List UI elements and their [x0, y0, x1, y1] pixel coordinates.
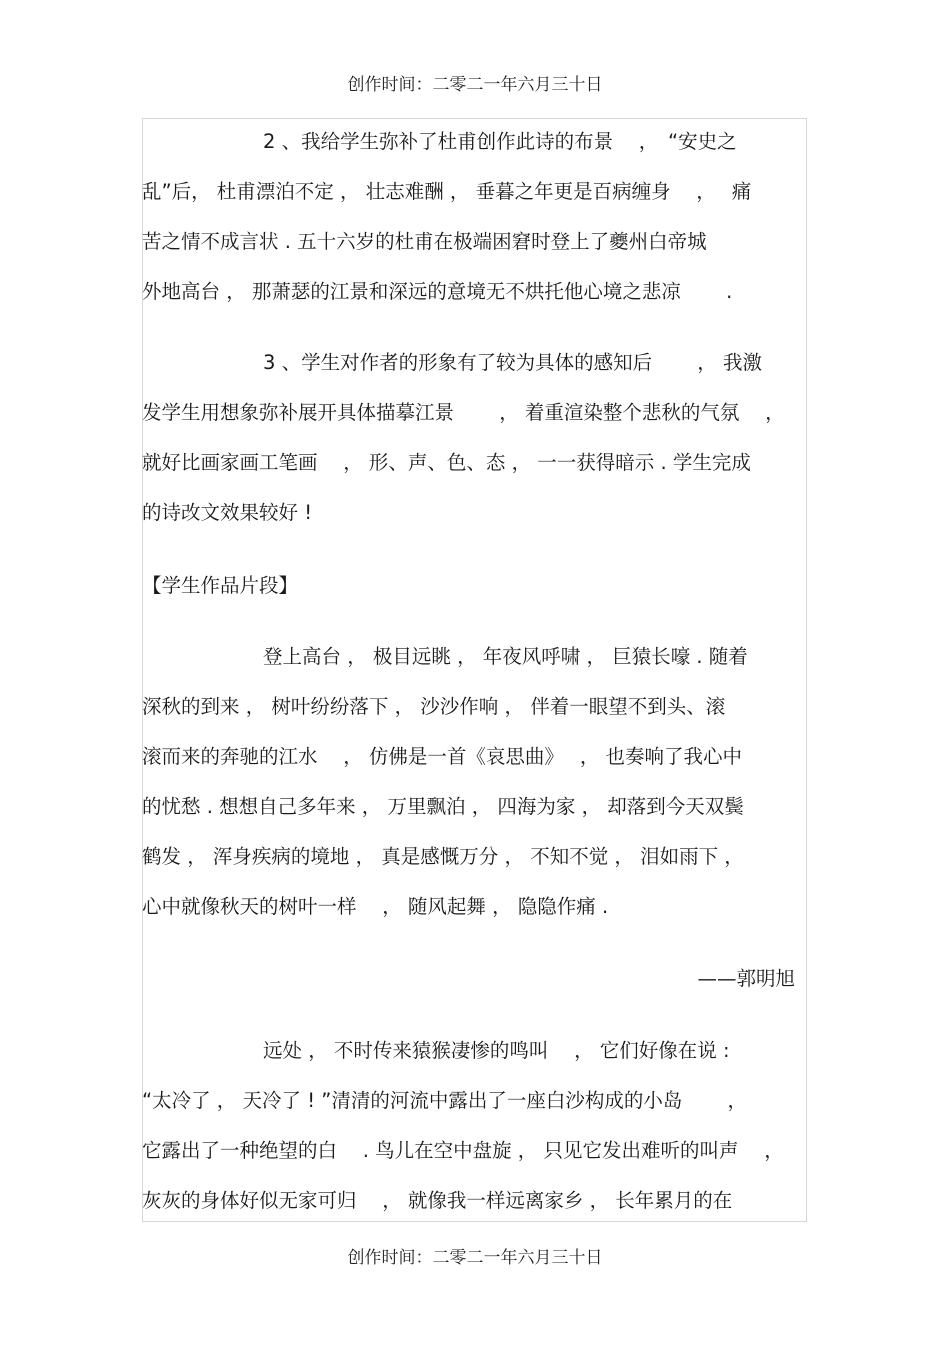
paragraph-line: 苦之情不成言状 . 五十六岁的杜甫在极端困窘时登上了夔州白帝城: [142, 230, 707, 253]
paragraph-line: 深秋的到来 ， 树叶纷纷落下 ， 沙沙作响 ， 伴着一眼望不到头、滚: [142, 695, 726, 718]
paragraph-line: 2 、我给学生弥补了杜甫创作此诗的布景 ， “安史之: [263, 130, 737, 153]
paragraph-line: 心中就像秋天的树叶一样 ， 随风起舞 ， 隐隐作痛 .: [142, 895, 609, 918]
paragraph-line: 3 、学生对作者的形象有了较为具体的感知后 ， 我激: [263, 351, 763, 374]
section-heading: 【学生作品片段】: [142, 574, 299, 597]
author-signature: ——郭明旭: [697, 967, 795, 990]
paragraph-line: 鹤发 ， 浑身疾病的境地 ， 真是感慨万分 ， 不知不觉 ， 泪如雨下 ，: [142, 845, 744, 868]
paragraph-line: 远处 ， 不时传来猿猴凄惨的鸣叫 ， 它们好像在说 :: [263, 1039, 730, 1062]
paragraph-line: 的忧愁 . 想想自己多年来 ， 万里飘泊 ， 四海为家 ， 却落到今天双鬓: [142, 795, 744, 818]
page-header-date: 创作时间：二零二一年六月三十日: [347, 75, 603, 95]
paragraph-line: “太冷了 ， 天冷了 ! ”清清的河流中露出了一座白沙构成的小岛 ，: [142, 1089, 748, 1112]
paragraph-line: 滚而来的奔驰的江水 ， 仿佛是一首《哀思曲》 ， 也奏响了我心中: [142, 745, 743, 768]
page-footer-date: 创作时间：二零二一年六月三十日: [347, 1248, 603, 1268]
paragraph-line: 就好比画家画工笔画 ， 形、声、色、态 ， 一一获得暗示 . 学生完成: [142, 451, 751, 474]
paragraph-line: 它露出了一种绝望的白 . 鸟儿在空中盘旋 ， 只见它发出难听的叫声 ，: [142, 1139, 784, 1162]
paragraph-line: 登上高台 ， 极目远眺 ， 年夜风呼啸 ， 巨猿长嚎 . 随着: [263, 645, 748, 668]
paragraph-line: 的诗改文效果较好 !: [142, 501, 313, 524]
paragraph-line: 乱”后， 杜甫漂泊不定 ， 壮志难酬 ， 垂暮之年更是百病缠身 ， 痛: [142, 180, 752, 203]
paragraph-line: 发学生用想象弥补展开具体描摹江景 ， 着重渲染整个悲秋的气氛 ，: [142, 401, 785, 424]
paragraph-line: 外地高台 ， 那萧瑟的江景和深远的意境无不烘托他心境之悲凉 .: [142, 280, 733, 303]
paragraph-line: 灰灰的身体好似无家可归 ， 就像我一样远离家乡 ， 长年累月的在: [142, 1189, 733, 1212]
